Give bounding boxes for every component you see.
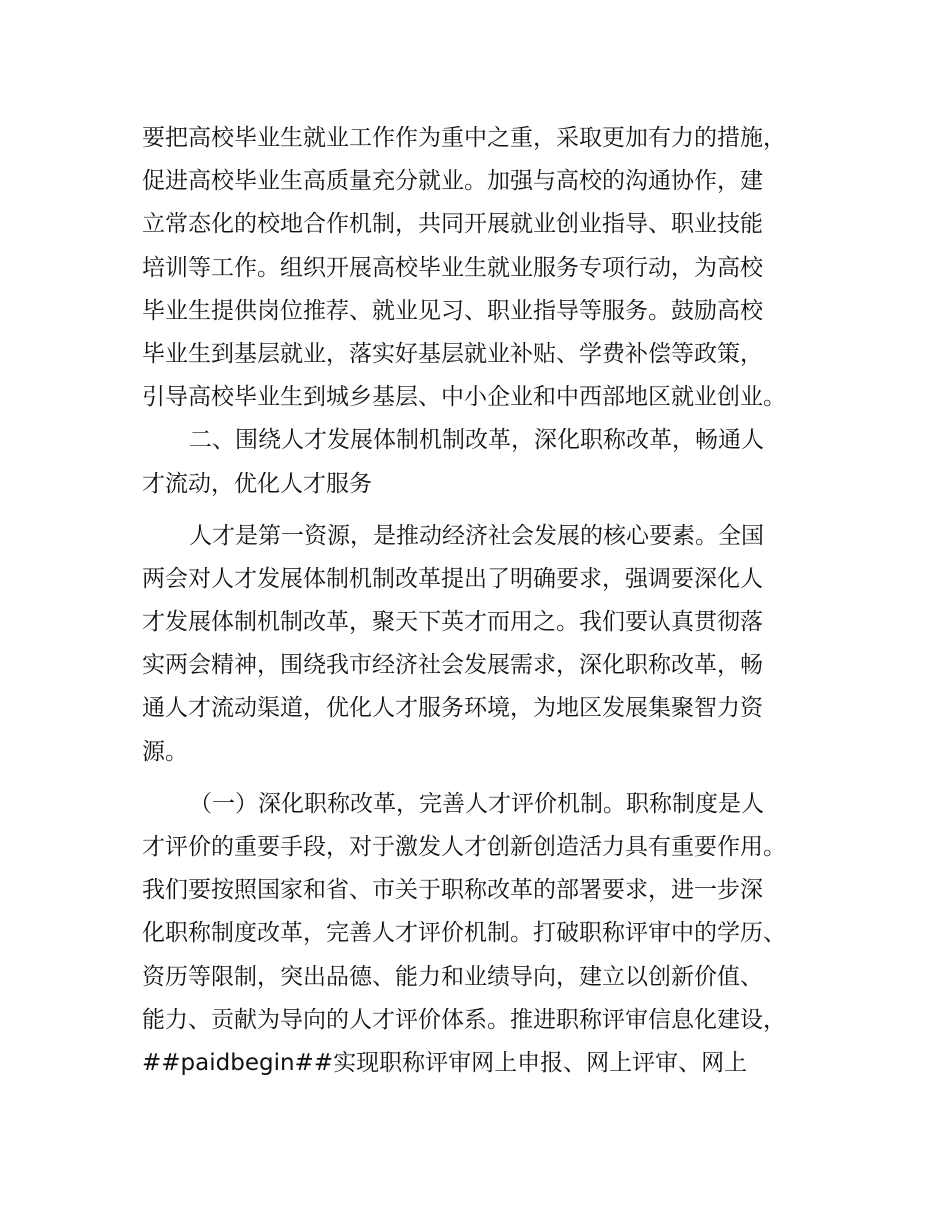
text-line: ##paidbegin##实现职称评审网上申报、网上评审、网上 [142, 1049, 748, 1076]
heading-line: 二、围绕人才发展体制机制改革，深化职称改革，畅通人 [189, 427, 764, 454]
text-line: 化职称制度改革，完善人才评价机制。打破职称评审中的学历、 [142, 920, 786, 947]
text-line: 实两会精神，围绕我市经济社会发展需求，深化职称改革，畅 [142, 652, 763, 679]
paragraph-talent [142, 515, 842, 774]
text-line: 我们要按照国家和省、市关于职称改革的部署要求，进一步深 [142, 877, 763, 904]
heading-line: 才流动，优化人才服务 [142, 470, 372, 497]
paragraph-title-reform [142, 783, 842, 1085]
text-line: （一）深化职称改革，完善人才评价机制。职称制度是人 [189, 790, 764, 817]
text-line: 促进高校毕业生高质量充分就业。加强与高校的沟通协作，建 [142, 168, 763, 195]
text-line: 通人才流动渠道，优化人才服务环境，为地区发展集聚智力资 [142, 695, 763, 722]
section-heading [142, 419, 842, 505]
text-line: 要把高校毕业生就业工作作为重中之重，采取更加有力的措施， [142, 125, 786, 151]
text-line: 源。 [142, 738, 188, 765]
text-line: 培训等工作。组织开展高校毕业生就业服务专项行动，为高校 [142, 254, 763, 281]
text-line: 毕业生提供岗位推荐、就业见习、职业指导等服务。鼓励高校 [142, 297, 763, 324]
text-line: 能力、贡献为导向的人才评价体系。推进职称评审信息化建设， [142, 1006, 786, 1033]
text-line: 才发展体制机制改革，聚天下英才而用之。我们要认真贯彻落 [142, 609, 763, 636]
text-line: 两会对人才发展体制机制改革提出了明确要求，强调要深化人 [142, 565, 763, 592]
text-line: 立常态化的校地合作机制，共同开展就业创业指导、职业技能 [142, 211, 763, 238]
document-body [142, 117, 842, 1085]
text-line: 人才是第一资源，是推动经济社会发展的核心要素。全国 [189, 522, 764, 549]
text-line: 毕业生到基层就业，落实好基层就业补贴、学费补偿等政策， [142, 340, 763, 367]
paragraph-spacer [142, 774, 842, 783]
text-line: 引导高校毕业生到城乡基层、中小企业和中西部地区就业创业。 [142, 384, 786, 411]
text-line: 资历等限制，突出品德、能力和业绩导向，建立以创新价值、 [142, 963, 763, 990]
text-line: 才评价的重要手段，对于激发人才创新创造活力具有重要作用。 [142, 834, 786, 860]
paragraph-spacer [142, 506, 842, 515]
paragraph-employment [142, 117, 842, 419]
